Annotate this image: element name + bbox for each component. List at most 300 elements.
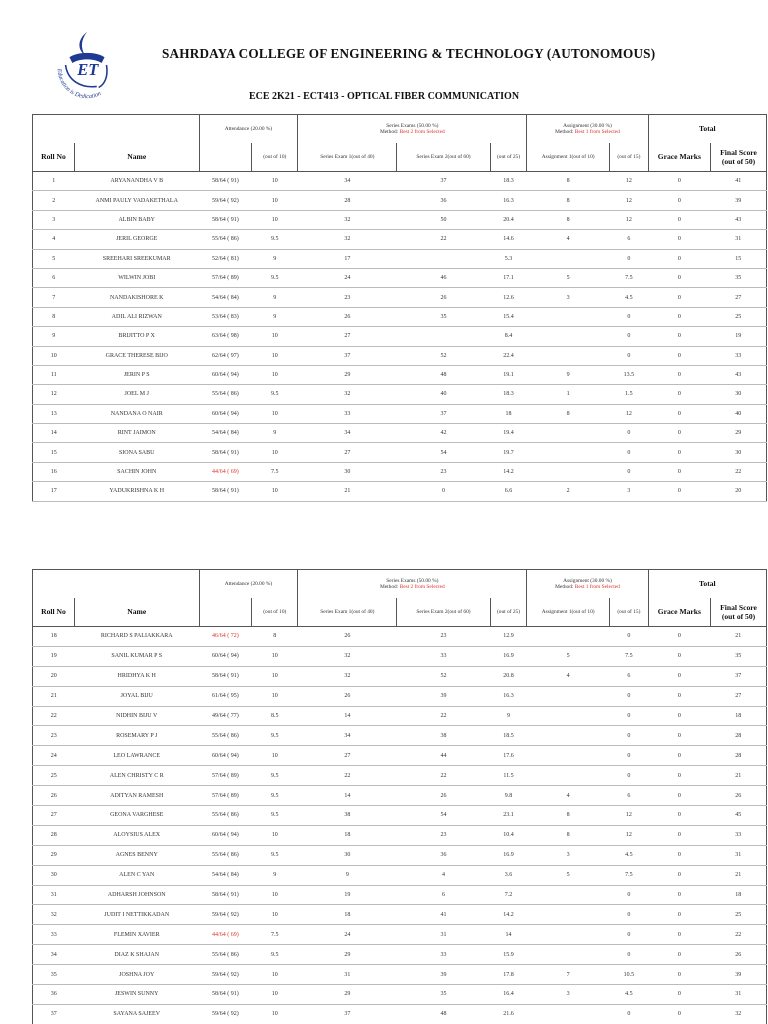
cell-attendance-score: 8.5 <box>252 706 298 726</box>
cell-series2: 23 <box>397 825 490 845</box>
cell-assign-score: 12 <box>610 210 649 229</box>
cell-series1: 14 <box>298 786 397 806</box>
cell-final: 43 <box>711 210 767 229</box>
cell-series-score: 20.8 <box>490 666 527 686</box>
cell-final: 25 <box>711 905 767 925</box>
cell-roll: 30 <box>33 865 75 885</box>
table-row <box>33 746 767 766</box>
cell-attendance-score: 10 <box>252 985 298 1005</box>
cell-assign1: 5 <box>527 646 610 666</box>
cell-attendance-score: 9.5 <box>252 806 298 826</box>
cell-series1: 23 <box>298 288 397 307</box>
cell-series1: 19 <box>298 885 397 905</box>
cell-attendance-score: 9.5 <box>252 766 298 786</box>
cell-attendance: 58/64 ( 91) <box>199 443 252 462</box>
cell-final: 41 <box>711 172 767 191</box>
cell-final: 35 <box>711 646 767 666</box>
series-method: Best 2 from Selected <box>399 583 445 590</box>
cell-attendance: 44/64 ( 69) <box>199 925 252 945</box>
cell-attendance: 55/64 ( 86) <box>199 945 252 965</box>
cell-series2: 22 <box>397 766 490 786</box>
table-row <box>33 1004 767 1024</box>
cell-attendance-score: 10 <box>252 825 298 845</box>
cell-name: YADUKRISHNA K H <box>74 482 199 501</box>
table-row <box>33 646 767 666</box>
logo-initials: ET <box>77 59 99 79</box>
cell-attendance: 61/64 ( 95) <box>199 686 252 706</box>
cell-series2: 33 <box>397 945 490 965</box>
cell-series1: 9 <box>298 865 397 885</box>
cell-assign1 <box>527 706 610 726</box>
cell-grace: 0 <box>648 210 710 229</box>
table-row <box>33 726 767 746</box>
cell-grace: 0 <box>648 249 710 268</box>
cell-attendance: 55/64 ( 86) <box>199 845 252 865</box>
cell-final: 39 <box>711 191 767 210</box>
cell-attendance-score: 7.5 <box>252 462 298 481</box>
marks-table-2 <box>32 569 767 1024</box>
cell-roll: 19 <box>33 646 75 666</box>
cell-assign-score: 4.5 <box>610 845 649 865</box>
cell-attendance: 58/64 ( 91) <box>199 666 252 686</box>
cell-assign-score: 7.5 <box>610 268 649 287</box>
cell-assign1: 8 <box>527 210 610 229</box>
cell-assign-score: 0 <box>610 945 649 965</box>
cell-final: 32 <box>711 1004 767 1024</box>
cell-series-score: 17.8 <box>490 965 527 985</box>
cell-assign-score: 6 <box>610 230 649 249</box>
cell-name: ANMI PAULY VADAKETHALA <box>74 191 199 210</box>
col-series2: Series Exam 2(out of 60) <box>397 598 490 627</box>
cell-attendance: 60/64 ( 94) <box>199 365 252 384</box>
cell-assign1 <box>527 443 610 462</box>
cell-assign-score: 13.5 <box>610 365 649 384</box>
col-roll: Roll No <box>33 143 75 172</box>
cell-attendance-score: 10 <box>252 1004 298 1024</box>
cell-roll: 32 <box>33 905 75 925</box>
cell-assign1 <box>527 885 610 905</box>
cell-name: AGNES BENNY <box>74 845 199 865</box>
cell-attendance-score: 9.5 <box>252 385 298 404</box>
cell-assign-score: 12 <box>610 404 649 423</box>
cell-assign1 <box>527 307 610 326</box>
table-row <box>33 288 767 307</box>
table-row <box>33 985 767 1005</box>
cell-attendance-score: 9.5 <box>252 230 298 249</box>
cell-assign1: 3 <box>527 845 610 865</box>
cell-assign1: 8 <box>527 191 610 210</box>
cell-final: 30 <box>711 443 767 462</box>
cell-series2: 23 <box>397 627 490 647</box>
cell-attendance: 60/64 ( 94) <box>199 404 252 423</box>
cell-name: WILWIN JOBI <box>74 268 199 287</box>
cell-series1: 33 <box>298 404 397 423</box>
cell-name: SANIL KUMAR P S <box>74 646 199 666</box>
cell-final: 18 <box>711 706 767 726</box>
table-row <box>33 385 767 404</box>
group-header-row <box>33 115 767 143</box>
cell-series-score: 19.1 <box>490 365 527 384</box>
cell-attendance-score: 10 <box>252 210 298 229</box>
table-row <box>33 925 767 945</box>
cell-final: 35 <box>711 268 767 287</box>
table-row <box>33 424 767 443</box>
cell-final: 40 <box>711 404 767 423</box>
cell-final: 26 <box>711 945 767 965</box>
cell-name: JOEL M J <box>74 385 199 404</box>
cell-name: HRIDHYA K H <box>74 666 199 686</box>
cell-series2: 39 <box>397 686 490 706</box>
col-grace: Grace Marks <box>648 143 710 172</box>
cell-assign-score: 3 <box>610 482 649 501</box>
cell-series1: 24 <box>298 268 397 287</box>
table-row <box>33 825 767 845</box>
cell-final: 29 <box>711 424 767 443</box>
cell-grace: 0 <box>648 288 710 307</box>
table-row <box>33 462 767 481</box>
cell-series-score: 14.2 <box>490 905 527 925</box>
cell-series2: 35 <box>397 307 490 326</box>
cell-attendance-score: 9 <box>252 288 298 307</box>
cell-series1: 29 <box>298 945 397 965</box>
cell-attendance-score: 10 <box>252 646 298 666</box>
cell-grace: 0 <box>648 845 710 865</box>
cell-final: 43 <box>711 365 767 384</box>
cell-roll: 7 <box>33 288 75 307</box>
cell-roll: 22 <box>33 706 75 726</box>
cell-grace: 0 <box>648 746 710 766</box>
cell-attendance-score: 9.5 <box>252 726 298 746</box>
cell-attendance-score: 10 <box>252 885 298 905</box>
cell-grace: 0 <box>648 443 710 462</box>
cell-attendance-score: 10 <box>252 346 298 365</box>
table-row <box>33 885 767 905</box>
cell-attendance: 60/64 ( 94) <box>199 746 252 766</box>
cell-attendance: 55/64 ( 86) <box>199 230 252 249</box>
cell-series2: 33 <box>397 646 490 666</box>
cell-series1: 29 <box>298 985 397 1005</box>
cell-assign-score: 0 <box>610 627 649 647</box>
cell-attendance: 60/64 ( 94) <box>199 646 252 666</box>
series-group-header: Series Exams (50.00 %) Method: Best 2 from Selected <box>298 570 527 598</box>
cell-series-score: 14 <box>490 925 527 945</box>
cell-series2: 36 <box>397 845 490 865</box>
cell-series2: 37 <box>397 172 490 191</box>
cell-grace: 0 <box>648 404 710 423</box>
cell-series2: 23 <box>397 462 490 481</box>
cell-assign1: 4 <box>527 666 610 686</box>
cell-series-score: 16.3 <box>490 686 527 706</box>
cell-series-score: 6.6 <box>490 482 527 501</box>
cell-assign-score: 0 <box>610 346 649 365</box>
cell-assign-score: 0 <box>610 746 649 766</box>
cell-series1: 30 <box>298 462 397 481</box>
cell-attendance-score: 10 <box>252 327 298 346</box>
cell-roll: 2 <box>33 191 75 210</box>
cell-series-score: 12.9 <box>490 627 527 647</box>
cell-series2: 44 <box>397 746 490 766</box>
cell-name: ADHARSH JOHNSON <box>74 885 199 905</box>
cell-attendance-score: 9.5 <box>252 945 298 965</box>
cell-series-score: 19.4 <box>490 424 527 443</box>
cell-assign1 <box>527 746 610 766</box>
cell-series-score: 7.2 <box>490 885 527 905</box>
college-name: SAHRDAYA COLLEGE OF ENGINEERING & TECHNOLOGY (AUTONOMOUS) <box>162 46 656 61</box>
cell-series1: 18 <box>298 905 397 925</box>
cell-attendance: 55/64 ( 86) <box>199 726 252 746</box>
cell-assign1: 7 <box>527 965 610 985</box>
table-row <box>33 965 767 985</box>
cell-series1: 26 <box>298 627 397 647</box>
table-row <box>33 210 767 229</box>
col-series-score: (out of 25) <box>490 598 527 627</box>
cell-series2: 38 <box>397 726 490 746</box>
cell-name: NANDANA O NAIR <box>74 404 199 423</box>
cell-grace: 0 <box>648 385 710 404</box>
col-name: Name <box>74 598 199 627</box>
cell-final: 19 <box>711 327 767 346</box>
cell-final: 22 <box>711 925 767 945</box>
cell-series2: 40 <box>397 385 490 404</box>
cell-series-score: 14.2 <box>490 462 527 481</box>
cell-series1: 31 <box>298 965 397 985</box>
cell-series1: 14 <box>298 706 397 726</box>
cell-series2: 50 <box>397 210 490 229</box>
course-title: ECE 2K21 - ECT413 - OPTICAL FIBER COMMUNICATION <box>248 91 520 102</box>
col-assign1: Assignment 1(out of 10) <box>527 143 610 172</box>
cell-series1: 32 <box>298 666 397 686</box>
cell-series2: 37 <box>397 404 490 423</box>
cell-roll: 3 <box>33 210 75 229</box>
cell-roll: 14 <box>33 424 75 443</box>
cell-grace: 0 <box>648 766 710 786</box>
cell-attendance-score: 10 <box>252 443 298 462</box>
cell-assign1: 8 <box>527 172 610 191</box>
cell-series-score: 18.3 <box>490 172 527 191</box>
cell-attendance: 62/64 ( 97) <box>199 346 252 365</box>
cell-grace: 0 <box>648 646 710 666</box>
cell-attendance: 57/64 ( 89) <box>199 766 252 786</box>
cell-final: 20 <box>711 482 767 501</box>
cell-final: 21 <box>711 865 767 885</box>
cell-roll: 1 <box>33 172 75 191</box>
table-row <box>33 686 767 706</box>
cell-series-score: 16.3 <box>490 191 527 210</box>
cell-assign1: 8 <box>527 806 610 826</box>
cell-assign1: 3 <box>527 985 610 1005</box>
cell-attendance-score: 10 <box>252 686 298 706</box>
cell-series-score: 18.3 <box>490 385 527 404</box>
cell-assign-score: 0 <box>610 1004 649 1024</box>
cell-name: JERIN P S <box>74 365 199 384</box>
cell-name: SAYANA SAJEEV <box>74 1004 199 1024</box>
cell-attendance: 59/64 ( 92) <box>199 905 252 925</box>
page-header <box>0 0 768 118</box>
cell-series2: 52 <box>397 346 490 365</box>
cell-name: JOYAL BIJU <box>74 686 199 706</box>
cell-assign1 <box>527 686 610 706</box>
cell-assign1: 5 <box>527 865 610 885</box>
cell-final: 22 <box>711 462 767 481</box>
cell-series2: 41 <box>397 905 490 925</box>
cell-series1: 38 <box>298 806 397 826</box>
cell-assign1: 2 <box>527 482 610 501</box>
cell-assign-score: 6 <box>610 666 649 686</box>
cell-grace: 0 <box>648 268 710 287</box>
col-roll: Roll No <box>33 598 75 627</box>
table-row <box>33 365 767 384</box>
cell-final: 31 <box>711 230 767 249</box>
cell-final: 27 <box>711 686 767 706</box>
cell-name: JERIL GEORGE <box>74 230 199 249</box>
cell-final: 28 <box>711 746 767 766</box>
cell-series2: 52 <box>397 666 490 686</box>
cell-attendance-score: 9.5 <box>252 786 298 806</box>
cell-series1: 27 <box>298 746 397 766</box>
cell-attendance-score: 10 <box>252 482 298 501</box>
col-assign-score: (out of 15) <box>610 598 649 627</box>
cell-roll: 20 <box>33 666 75 686</box>
cell-series-score: 23.1 <box>490 806 527 826</box>
assignment-group-header: Assignment (30.00 %) Method: Best 1 from Selected <box>527 570 648 598</box>
assignment-method: Best 1 from Selected <box>574 128 620 135</box>
col-series-score: (out of 25) <box>490 143 527 172</box>
cell-assign-score: 0 <box>610 249 649 268</box>
series-group-header: Series Exams (50.00 %) Method: Best 2 from Selected <box>298 115 527 143</box>
cell-final: 37 <box>711 666 767 686</box>
cell-assign1 <box>527 249 610 268</box>
cell-assign-score: 7.5 <box>610 865 649 885</box>
table-row <box>33 327 767 346</box>
cell-series1: 24 <box>298 925 397 945</box>
marks-table-1 <box>32 114 767 502</box>
cell-assign-score: 12 <box>610 191 649 210</box>
cell-series-score: 21.6 <box>490 1004 527 1024</box>
cell-grace: 0 <box>648 885 710 905</box>
col-attendance <box>199 598 252 627</box>
cell-assign1 <box>527 945 610 965</box>
cell-roll: 13 <box>33 404 75 423</box>
group-header-row <box>33 570 767 598</box>
cell-series-score: 20.4 <box>490 210 527 229</box>
cell-name: NIDHIN BIJU V <box>74 706 199 726</box>
table-row <box>33 706 767 726</box>
cell-series-score: 16.4 <box>490 985 527 1005</box>
cell-series2: 26 <box>397 786 490 806</box>
cell-attendance-score: 9 <box>252 307 298 326</box>
cell-series1: 27 <box>298 443 397 462</box>
col-series2: Series Exam 2(out of 60) <box>397 143 490 172</box>
cell-attendance: 49/64 ( 77) <box>199 706 252 726</box>
cell-grace: 0 <box>648 806 710 826</box>
cell-series-score: 3.6 <box>490 865 527 885</box>
cell-attendance: 54/64 ( 84) <box>199 865 252 885</box>
cell-name: JESWIN SUNNY <box>74 985 199 1005</box>
cell-series2: 22 <box>397 706 490 726</box>
cell-series-score: 10.4 <box>490 825 527 845</box>
col-name: Name <box>74 143 199 172</box>
table-row <box>33 307 767 326</box>
attendance-group-header: Attendance (20.00 %) <box>199 115 298 143</box>
cell-name: ALEN C YAN <box>74 865 199 885</box>
cell-assign-score: 12 <box>610 172 649 191</box>
cell-series1: 29 <box>298 365 397 384</box>
cell-grace: 0 <box>648 666 710 686</box>
cell-grace: 0 <box>648 786 710 806</box>
cell-roll: 24 <box>33 746 75 766</box>
cell-attendance: 58/64 ( 91) <box>199 482 252 501</box>
col-attendance-score: (out of 10) <box>252 143 298 172</box>
cell-assign-score: 0 <box>610 925 649 945</box>
cell-series-score: 22.4 <box>490 346 527 365</box>
cell-attendance: 60/64 ( 94) <box>199 825 252 845</box>
table-row <box>33 230 767 249</box>
cell-assign1: 3 <box>527 288 610 307</box>
cell-attendance-score: 9 <box>252 424 298 443</box>
column-header-row <box>33 598 767 627</box>
cell-assign1: 8 <box>527 404 610 423</box>
cell-assign-score: 0 <box>610 686 649 706</box>
cell-series1: 30 <box>298 845 397 865</box>
cell-name: DIAZ K SHAJAN <box>74 945 199 965</box>
cell-roll: 8 <box>33 307 75 326</box>
cell-series2: 31 <box>397 925 490 945</box>
cell-roll: 11 <box>33 365 75 384</box>
cell-series1: 27 <box>298 327 397 346</box>
cell-name: BRIJITTO P X <box>74 327 199 346</box>
cell-attendance: 46/64 ( 72) <box>199 627 252 647</box>
cell-roll: 23 <box>33 726 75 746</box>
table-row <box>33 346 767 365</box>
cell-attendance: 55/64 ( 86) <box>199 806 252 826</box>
cell-name: LEO LAWRANCE <box>74 746 199 766</box>
cell-attendance-score: 10 <box>252 666 298 686</box>
column-header-row <box>33 143 767 172</box>
cell-attendance-score: 8 <box>252 627 298 647</box>
cell-assign-score: 0 <box>610 766 649 786</box>
cell-final: 33 <box>711 825 767 845</box>
table-row <box>33 404 767 423</box>
cell-series2: 46 <box>397 268 490 287</box>
cell-assign1: 5 <box>527 268 610 287</box>
cell-series-score: 11.5 <box>490 766 527 786</box>
col-attendance-score: (out of 10) <box>252 598 298 627</box>
table-row <box>33 905 767 925</box>
cell-attendance: 58/64 ( 91) <box>199 172 252 191</box>
cell-roll: 5 <box>33 249 75 268</box>
cell-series1: 26 <box>298 686 397 706</box>
cell-series2: 26 <box>397 288 490 307</box>
cell-grace: 0 <box>648 424 710 443</box>
cell-grace: 0 <box>648 706 710 726</box>
total-group-header: Total <box>648 570 766 598</box>
cell-attendance-score: 9.5 <box>252 845 298 865</box>
cell-name: JUDIT I NETTIKKADAN <box>74 905 199 925</box>
table-row <box>33 482 767 501</box>
cell-attendance: 59/64 ( 92) <box>199 191 252 210</box>
cell-assign-score: 0 <box>610 706 649 726</box>
cell-name: FLEMIN XAVIER <box>74 925 199 945</box>
cell-roll: 31 <box>33 885 75 905</box>
cell-name: ALEN CHRISTY C R <box>74 766 199 786</box>
cell-series2: 35 <box>397 985 490 1005</box>
total-group-header: Total <box>648 115 766 143</box>
cell-series-score: 12.6 <box>490 288 527 307</box>
cell-assign-score: 1.5 <box>610 385 649 404</box>
cell-attendance-score: 10 <box>252 172 298 191</box>
table-row <box>33 806 767 826</box>
cell-series-score: 8.4 <box>490 327 527 346</box>
